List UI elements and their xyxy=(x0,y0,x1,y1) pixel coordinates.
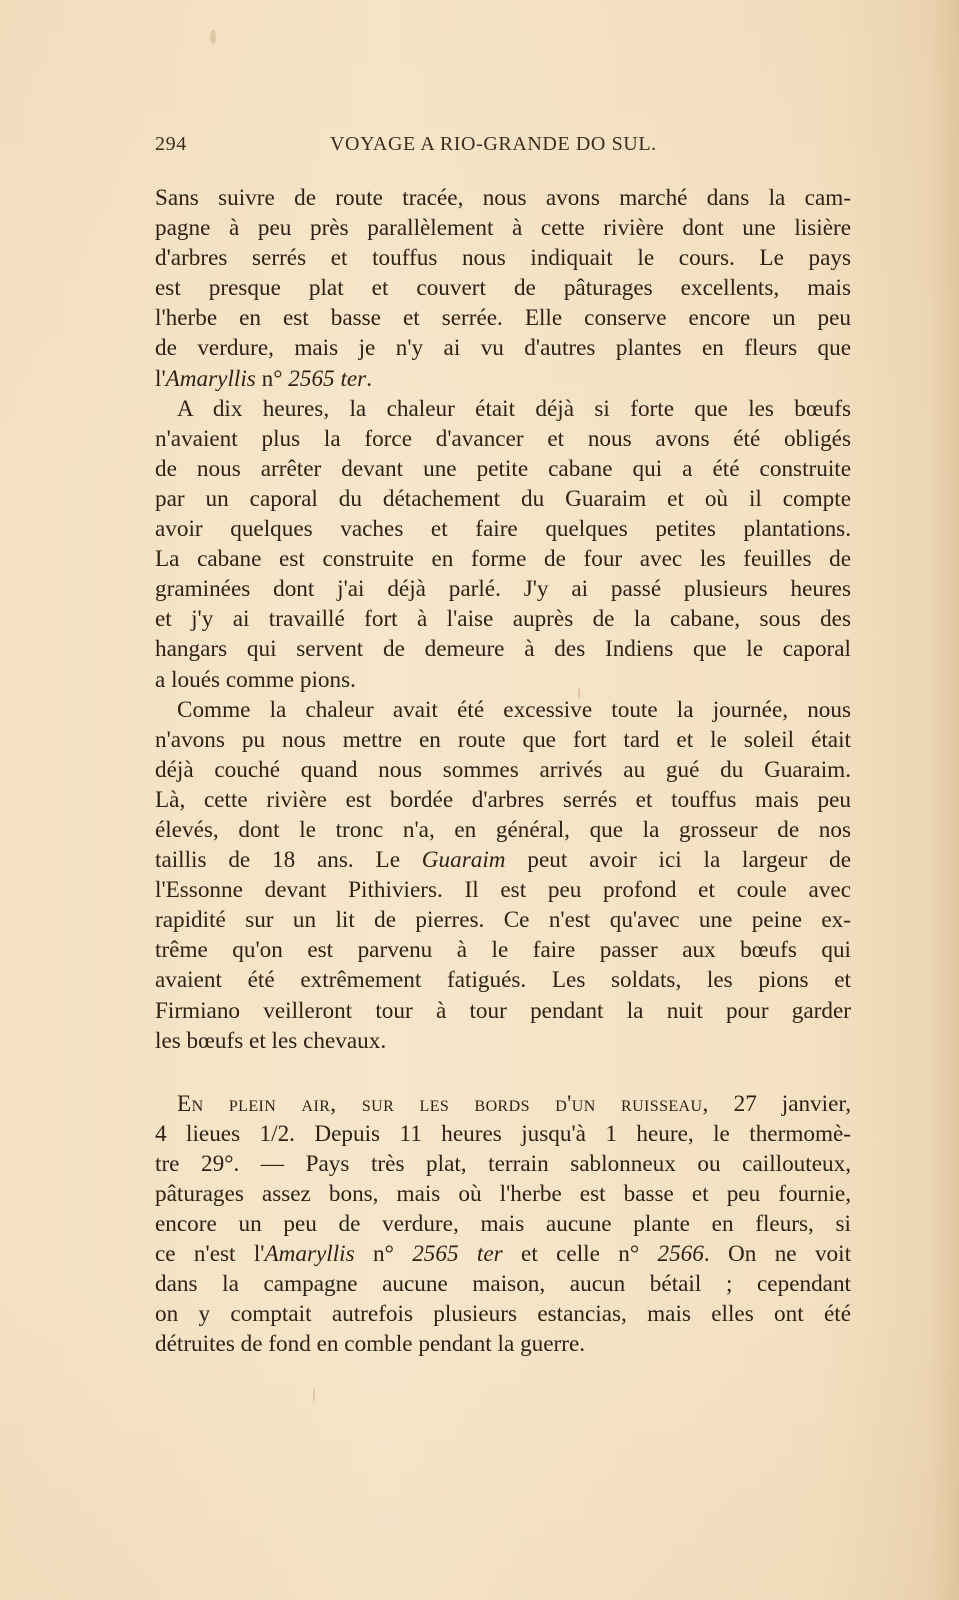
paragraph xyxy=(155,695,851,1056)
text-line: n'avons pu nous mettre en route que fort tard et le soleil était xyxy=(155,726,851,753)
text-run: ce n'est l' xyxy=(155,1241,265,1268)
italic-species-name: Amaryllis xyxy=(264,1241,355,1268)
text-line: encore un peu de verdure, mais aucune plante en fleurs, si xyxy=(155,1211,851,1238)
entry-heading-line xyxy=(155,1089,851,1119)
text-line: A dix heures, la chaleur était déjà si forte que les bœufs xyxy=(177,395,851,422)
italic-river-name: Guaraim xyxy=(421,847,506,874)
text-run: . xyxy=(366,365,372,392)
text-line: Sans suivre de route tracée, nous avons marché dans la cam- xyxy=(155,185,851,211)
text-line: l'herbe en est basse et serrée. Elle conserve encore un peu xyxy=(155,305,851,332)
text-line: rapidité sur un lit de pierres. Ce n'est qu'avec une peine ex- xyxy=(155,907,851,934)
text-line: pagne à peu près parallèlement à cette rivière dont une lisière xyxy=(155,215,851,242)
text-line: pâturages assez bons, mais où l'herbe est basse et peu fournie, xyxy=(155,1181,851,1207)
italic-specimen-number: 2566 xyxy=(657,1241,704,1268)
body-text xyxy=(155,183,851,1360)
text-line: a loués comme pions. xyxy=(155,666,356,693)
text-line: détruites de fond en comble pendant la guerre. xyxy=(155,1331,586,1358)
text-run: peut avoir ici la largeur de xyxy=(505,847,851,874)
text-line: on y comptait autrefois plusieurs estancias, mais elles ont été xyxy=(155,1301,851,1328)
text-line: de nous arrêter devant une petite cabane qui a été construite xyxy=(155,455,851,482)
text-run: n° xyxy=(255,365,289,392)
text-line: Firmiano veilleront tour à tour pendant la nuit pour garder xyxy=(155,997,851,1024)
text-line: trême qu'on est parvenu à le faire passer aux bœufs qui xyxy=(155,937,851,964)
italic-species-name: Amaryllis xyxy=(165,365,256,392)
text-line: et j'y ai travaillé fort à l'aise auprès de la cabane, sous des xyxy=(155,606,851,633)
text-line: avaient été extrêmement fatigués. Les soldats, les pions et xyxy=(155,967,851,994)
text-line: déjà couché quand nous sommes arrivés au gué du Guaraim. xyxy=(155,756,851,783)
entry-location-heading: En plein air, sur les bords d'un ruisseau, xyxy=(177,1090,709,1117)
text-line: l'Essonne devant Pithiviers. Il est peu profond et coule avec xyxy=(155,877,851,904)
paper-stain xyxy=(210,30,216,44)
text-line: graminées dont j'ai déjà parlé. J'y ai passé plusieurs heures xyxy=(155,576,851,603)
text-line: avoir quelques vaches et faire quelques petites plantations. xyxy=(155,516,851,543)
text-run: et celle n° xyxy=(502,1241,658,1268)
text-line: de verdure, mais je n'y ai vu d'autres plantes en fleurs que xyxy=(155,335,851,362)
running-head xyxy=(155,133,855,161)
text-run: taillis de 18 ans. Le xyxy=(155,847,422,874)
section-gap xyxy=(155,1056,851,1089)
text-line: tre 29°. — Pays très plat, terrain sablonneux ou caillouteux, xyxy=(155,1150,851,1177)
text-run: n° xyxy=(354,1241,413,1268)
text-line xyxy=(155,1239,851,1269)
journal-entry xyxy=(155,1089,851,1360)
paragraph xyxy=(155,183,851,394)
text-line: dans la campagne aucune maison, aucun bétail ; cependant xyxy=(155,1271,851,1298)
text-line: les bœufs et les chevaux. xyxy=(155,1027,387,1054)
paper-stain xyxy=(313,1388,315,1402)
text-line: élevés, dont le tronc n'a, en général, que la grosseur de nos xyxy=(155,816,851,843)
text-line: par un caporal du détachement du Guaraim et où il compte xyxy=(155,485,851,512)
running-title: VOYAGE A RIO-GRANDE DO SUL. xyxy=(330,133,657,155)
paragraph xyxy=(155,394,851,695)
italic-specimen-number: 2565 ter xyxy=(412,1241,503,1268)
text-line: hangars qui servent de demeure à des Indiens que le caporal xyxy=(155,636,851,663)
text-run: l' xyxy=(155,365,166,392)
text-line xyxy=(155,364,851,394)
text-line: Là, cette rivière est bordée d'arbres serrés et touffus mais peu xyxy=(155,786,851,813)
text-line: La cabane est construite en forme de four avec les feuilles de xyxy=(155,546,851,573)
entry-date: 27 janvier, xyxy=(708,1090,851,1117)
text-line xyxy=(155,845,851,875)
text-line: d'arbres serrés et touffus nous indiquait le cours. Le pays xyxy=(155,245,851,272)
page-number: 294 xyxy=(155,133,187,155)
text-line: Comme la chaleur avait été excessive toute la journée, nous xyxy=(177,696,851,723)
text-run: . On ne voit xyxy=(703,1241,852,1268)
text-line: 4 lieues 1/2. Depuis 11 heures jusqu'à 1 heure, le thermomè- xyxy=(155,1120,851,1147)
italic-specimen-number: 2565 ter xyxy=(288,365,367,392)
text-line: est presque plat et couvert de pâturages excellents, mais xyxy=(155,275,851,302)
text-line: n'avaient plus la force d'avancer et nous avons été obligés xyxy=(155,425,851,452)
